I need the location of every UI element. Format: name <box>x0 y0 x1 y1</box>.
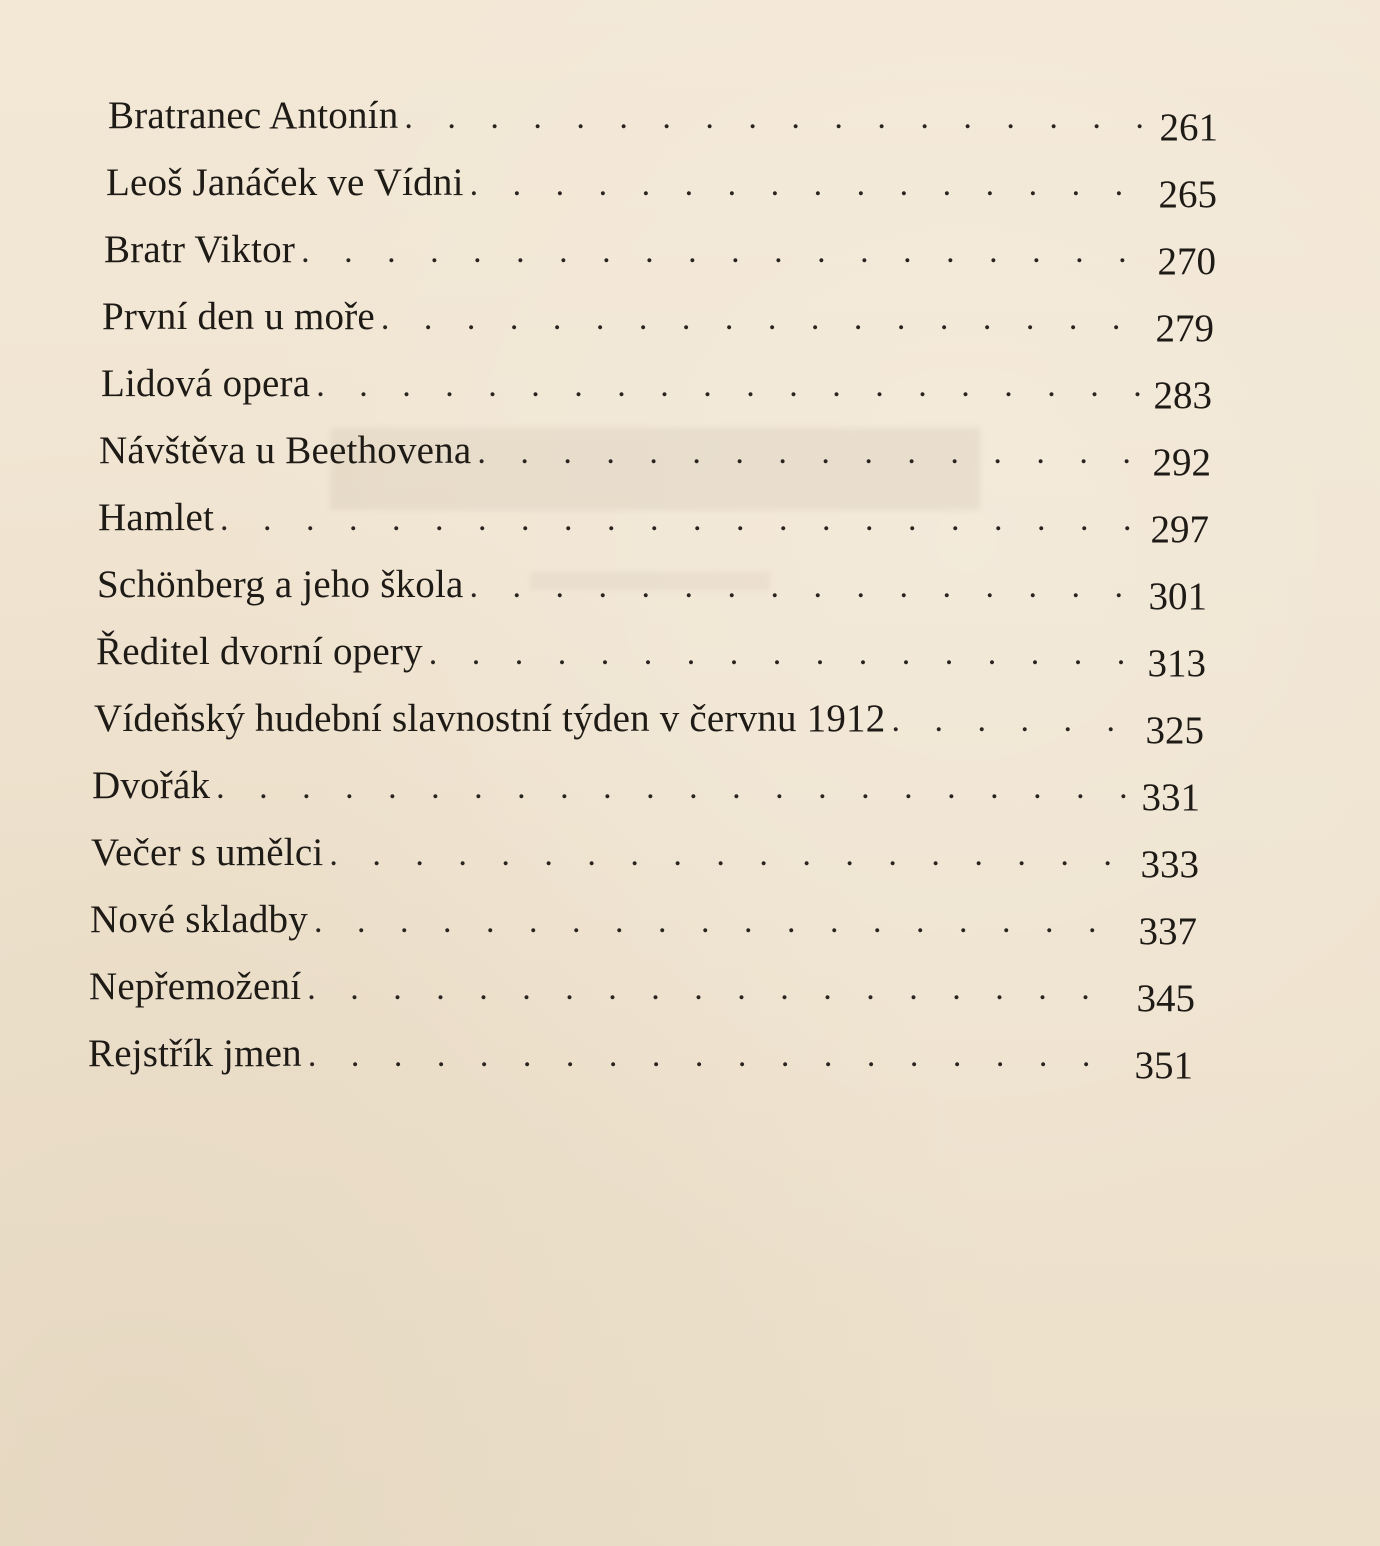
toc-entry-page: 325 <box>1145 709 1204 752</box>
toc-entry-page: 297 <box>1150 508 1209 551</box>
toc-entry-page: 345 <box>1136 977 1195 1020</box>
toc-entry-page: 261 <box>1159 106 1218 149</box>
toc-entry <box>106 155 1217 216</box>
toc-entry <box>98 490 1209 551</box>
toc-entry <box>102 289 1214 350</box>
toc-entry-title: Bratr Viktor <box>104 228 296 271</box>
toc-entry-page: 333 <box>1140 843 1199 886</box>
toc-entry-page: 301 <box>1148 575 1207 618</box>
toc-entry <box>91 825 1199 886</box>
leader-dots <box>308 1028 1123 1084</box>
toc-entry-page: 331 <box>1141 776 1200 819</box>
toc-entry-page: 337 <box>1138 910 1197 953</box>
toc-entry <box>101 356 1212 417</box>
leader-dots <box>329 827 1129 883</box>
toc-entry-title: Ředitel dvorní opery <box>96 630 423 673</box>
leader-dots <box>316 358 1142 414</box>
toc-entry <box>96 624 1206 685</box>
toc-entry-page: 265 <box>1158 173 1217 216</box>
toc-entry-title: Lidová opera <box>101 362 311 405</box>
toc-entry-title: Dvořák <box>92 764 211 807</box>
toc-entry-title: Bratranec Antonín <box>108 94 399 137</box>
toc-entry-page: 313 <box>1147 642 1206 685</box>
toc-entry-title: Schönberg a jeho škola <box>97 563 464 606</box>
toc-entry <box>99 423 1211 484</box>
toc-entry <box>88 1026 1193 1087</box>
leader-dots <box>429 626 1136 682</box>
toc-entry-page: 270 <box>1157 240 1216 283</box>
leader-dots <box>477 425 1141 481</box>
leader-dots <box>891 693 1134 749</box>
toc-entry-page: 351 <box>1134 1044 1193 1087</box>
leader-dots <box>220 492 1139 548</box>
toc-entry-title: Večer s umělci <box>91 831 324 874</box>
leader-dots <box>307 961 1125 1017</box>
leader-dots <box>470 157 1147 213</box>
toc-entry <box>92 758 1200 819</box>
leader-dots <box>470 559 1137 615</box>
toc-entry-title: Nové skladby <box>90 898 308 941</box>
leader-dots <box>404 90 1148 146</box>
toc-entry <box>108 88 1218 149</box>
toc-entry <box>90 892 1197 953</box>
toc-entry-title: Rejstřík jmen <box>88 1032 302 1075</box>
toc-entry-page: 283 <box>1153 374 1212 417</box>
toc-entry <box>94 691 1204 752</box>
leader-dots <box>381 291 1144 347</box>
leader-dots <box>216 760 1130 816</box>
toc-entry-title: První den u moře <box>102 295 375 338</box>
leader-dots <box>301 224 1146 280</box>
leader-dots <box>314 894 1127 950</box>
toc-entry-title: Leoš Janáček ve Vídni <box>106 161 464 204</box>
toc-entry-title: Nepřemožení <box>89 965 302 1008</box>
toc-entry <box>97 557 1207 618</box>
toc-entry <box>89 959 1195 1020</box>
toc-entry-page: 279 <box>1155 307 1214 350</box>
toc-entry-title: Hamlet <box>98 496 214 539</box>
toc-entry-title: Návštěva u Beethovena <box>99 429 472 472</box>
toc-entry-title: Vídeňský hudební slavnostní týden v červnu 1912 <box>94 697 886 740</box>
toc-entry-page: 292 <box>1152 441 1211 484</box>
toc-entry <box>104 222 1216 283</box>
